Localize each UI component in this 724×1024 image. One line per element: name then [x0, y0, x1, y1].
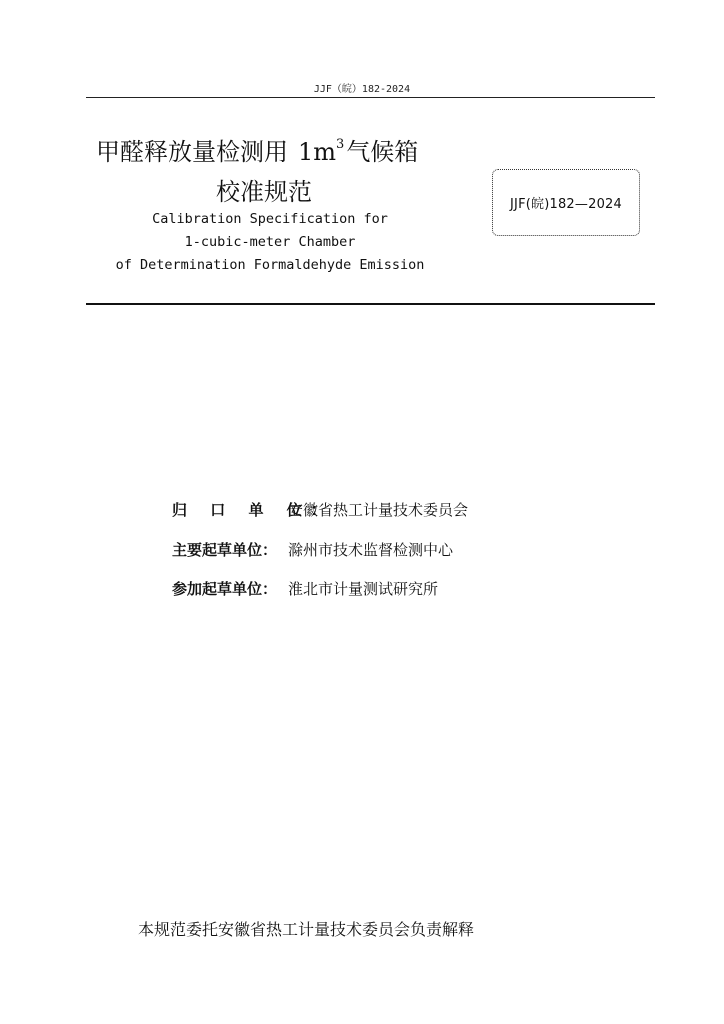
english-title-line2: 1-cubic-meter Chamber	[184, 234, 356, 250]
header-document-code: JJF（皖）182-2024	[313, 84, 411, 95]
title-divider	[86, 303, 655, 305]
title-unit-base: 1m	[298, 138, 337, 166]
info-row-main-drafting-unit	[172, 539, 453, 560]
info-label: 归 口 单 位：	[172, 501, 335, 519]
info-value: 滁州市技术监督检测中心	[288, 541, 454, 559]
info-row-participating-drafting-unit	[172, 578, 438, 599]
specification-code: JJF(皖)182—2024	[510, 197, 622, 212]
info-row-responsible-unit	[172, 499, 468, 520]
document-title-line2: 校准规范	[216, 178, 312, 206]
info-label: 主要起草单位：	[172, 541, 278, 559]
title-prefix: 甲醛释放量检测用	[96, 138, 288, 166]
specification-code-box	[492, 169, 640, 236]
document-title	[96, 132, 418, 167]
english-title-line1: Calibration Specification for	[152, 211, 388, 227]
title-suffix: 气候箱	[346, 138, 419, 166]
info-value: 淮北市计量测试研究所	[288, 580, 439, 598]
info-value: 安徽省热工计量技术委员会	[288, 501, 469, 519]
info-label: 参加起草单位：	[172, 580, 278, 598]
title-unit	[298, 138, 346, 166]
english-title-line3: of Determination Formaldehyde Emission	[115, 257, 425, 273]
title-unit-superscript: 3	[336, 137, 345, 152]
interpretation-note: 本规范委托安徽省热工计量技术委员会负责解释	[138, 920, 475, 939]
header-divider	[86, 97, 655, 98]
